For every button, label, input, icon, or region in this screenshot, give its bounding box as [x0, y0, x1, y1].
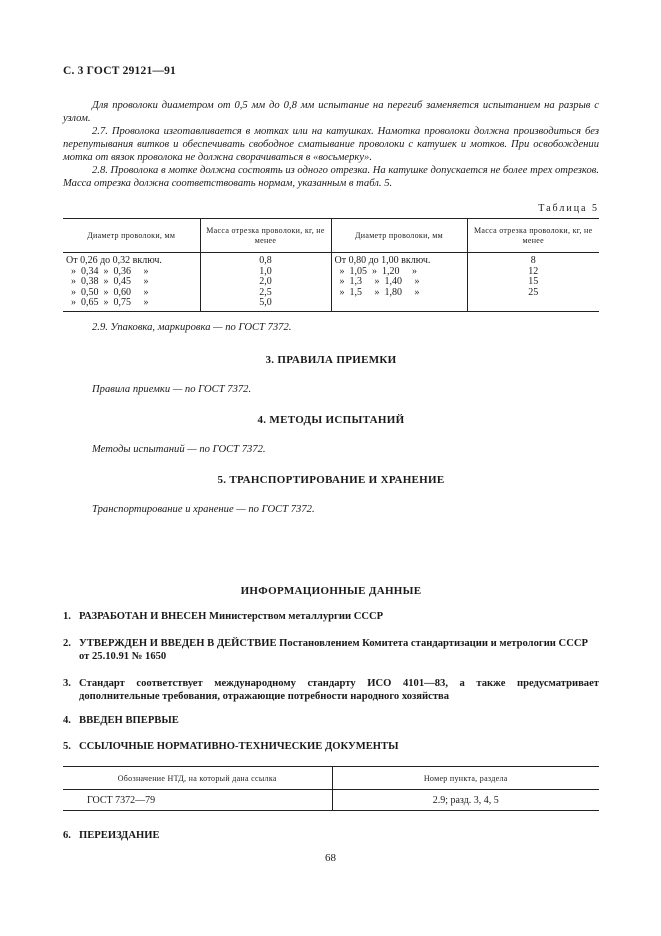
t5-cell: От 0,80 до 1,00 включ. [334, 255, 431, 266]
info-title: ИНФОРМАЦИОННЫЕ ДАННЫЕ [240, 585, 422, 597]
info-item-1 [63, 610, 599, 623]
t5-header-diam-1: Диаметр проволоки, мм [63, 219, 200, 253]
item-number: 4. [63, 715, 71, 726]
info-item-3 [63, 677, 599, 703]
section-4-text: Методы испытаний — по ГОСТ 7372. [92, 444, 266, 455]
t5-cell: 5,0 [259, 297, 272, 309]
t5-cell: 8 [530, 255, 536, 266]
section-5-text: Транспортирование и хранение — по ГОСТ 7372. [92, 504, 315, 515]
item-text: ПЕРЕИЗДАНИЕ [79, 830, 160, 841]
info-item-4 [63, 714, 599, 727]
item-number: 1. [63, 611, 71, 622]
item-text: Стандарт соответствует международному стандарту ИСО 4101—83, а также предусматривает дополнительные требования, отражающие потребности народного хозяйства [79, 678, 599, 702]
item-number: 6. [63, 830, 71, 841]
t5-cell: » 0,50 » 0,60 » [66, 286, 149, 298]
t5-right-diameters [331, 253, 467, 312]
table5-caption: Таблица 5 [538, 203, 599, 214]
t5-cell: » 1,5 » 1,80 » [334, 286, 420, 298]
item-rest: Министерством металлургии СССР [208, 611, 384, 622]
t5-cell: » 0,65 » 0,75 » [66, 297, 149, 309]
ref-header-designation: Обозначение НТД, на который дана ссылка [63, 767, 332, 790]
section-4-title: 4. МЕТОДЫ ИСПЫТАНИЙ [257, 414, 405, 426]
table-5 [63, 218, 599, 312]
table-row [63, 790, 599, 811]
t5-header-mass-2: Масса отрезка проволоки, кг, не менее [467, 219, 599, 253]
t5-cell: 0,8 [259, 255, 272, 266]
t5-cell: » 0,34 » 0,36 » [66, 265, 149, 277]
t5-cell: 12 [528, 265, 539, 277]
t5-cell: » 1,3 » 1,40 » [334, 276, 420, 288]
t5-left-diameters [63, 253, 200, 312]
page-header: С. 3 ГОСТ 29121—91 [63, 65, 176, 77]
t5-cell: » 1,05 » 1,20 » [334, 265, 417, 277]
reference-documents-table [63, 766, 599, 811]
item-number: 5. [63, 741, 71, 752]
info-item-6 [63, 829, 599, 842]
t5-cell: 25 [528, 286, 539, 298]
info-item-5 [63, 740, 599, 753]
t5-cell: 15 [528, 276, 539, 288]
paragraph-2-7: 2.7. Проволока изготавливается в мотках или на катушках. Намотка проволоки должна производиться без перепутывания витков и обеспечивать свободное сматывание проволоки с катушек и мотков. При освобождении мотка от вязок проволока не должна сворачиваться в «восьмерку». [63, 126, 599, 163]
intro-text [63, 99, 599, 190]
ref-cell-clause: 2.9; разд. 3, 4, 5 [332, 790, 599, 811]
info-item-2 [63, 637, 599, 663]
t5-cell: 1,0 [259, 265, 272, 277]
paragraph-2-8: 2.8. Проволока в мотке должна состоять из одного отрезка. На катушке допускается не более трех отрезков. Масса отрезка должна соответствовать нормам, указанным в табл. 5. [63, 165, 599, 189]
t5-cell: » 0,38 » 0,45 » [66, 276, 149, 288]
t5-left-masses [200, 253, 331, 312]
ref-cell-designation: ГОСТ 7372—79 [63, 790, 332, 811]
item-text: ВВЕДЕН ВПЕРВЫЕ [79, 715, 179, 726]
item-text: ССЫЛОЧНЫЕ НОРМАТИВНО-ТЕХНИЧЕСКИЕ ДОКУМЕНТЫ [79, 741, 399, 752]
page-number: 68 [325, 852, 336, 864]
item-number: 2. [63, 638, 71, 649]
t5-header-mass-1: Масса отрезка проволоки, кг, не менее [200, 219, 331, 253]
item-lead: РАЗРАБОТАН И ВНЕСЕН [79, 611, 207, 622]
item-rest: Постановлением Комитета стандартизации и метрологии СССР от 25.10.91 № 1650 [79, 638, 588, 662]
section-3-text: Правила приемки — по ГОСТ 7372. [92, 384, 252, 395]
t5-cell: От 0,26 до 0,32 включ. [66, 255, 162, 266]
section-3-title: 3. ПРАВИЛА ПРИЕМКИ [265, 354, 397, 366]
t5-right-masses [467, 253, 599, 312]
item-lead: УТВЕРЖДЕН И ВВЕДЕН В ДЕЙСТВИЕ [79, 638, 277, 649]
ref-header-clause: Номер пункта, раздела [332, 767, 599, 790]
paragraph-2-9: 2.9. Упаковка, маркировка — по ГОСТ 7372. [92, 322, 292, 333]
item-number: 3. [63, 678, 71, 689]
t5-cell: 2,5 [259, 286, 272, 298]
section-5-title: 5. ТРАНСПОРТИРОВАНИЕ И ХРАНЕНИЕ [217, 474, 445, 486]
t5-header-diam-2: Диаметр проволоки, мм [331, 219, 467, 253]
t5-cell: 2,0 [259, 276, 272, 288]
paragraph-2-6-note: Для проволоки диаметром от 0,5 мм до 0,8 мм испытание на перегиб заменяется испытанием на разрыв с узлом. [63, 100, 599, 124]
